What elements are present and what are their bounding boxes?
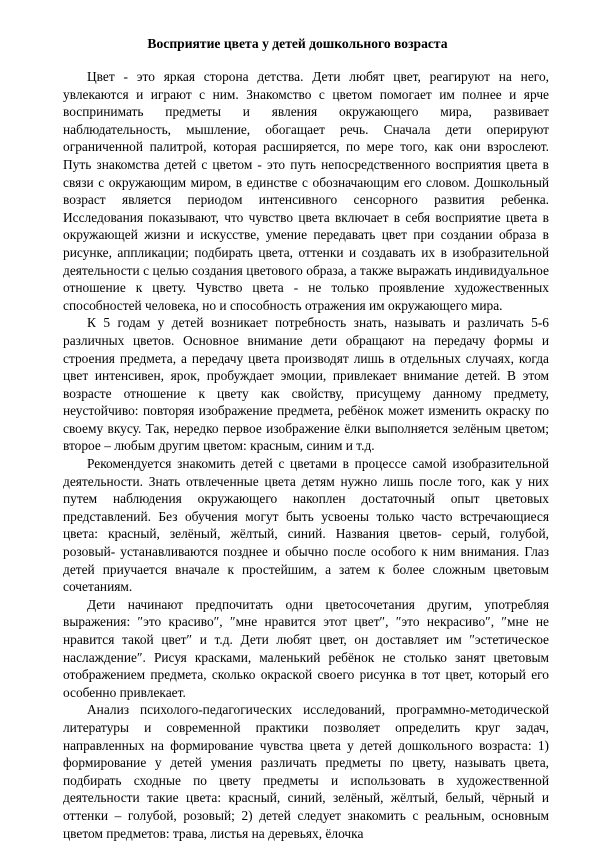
paragraph-1: Цвет - это яркая сторона детства. Дети любят цвет, реагируют на него, увлекаются и играют с ним. Знакомство с цветом помогает им полнее и ярче воспринимать предметы и явления окружающего мира, развивает наблюдательность, мышление, обогащает речь. Сначала дети оперируют ограниченной палитрой, которая расширяется, по мере того, как они взрослеют. Путь знакомства детей с цветом - это путь непосредственного восприятия цвета в связи с окружающим миром, в единстве с обозначающим его словом. Дошкольный возраст является периодом интенсивного сенсорного развития ребенка. Исследования показывают, что чувство цвета включает в себя восприятие цвета в окружающей жизни и искусстве, умение передавать цвет при создании образа в рисунке, аппликации; подбирать цвета, оттенки и создавать их в изобразительной деятельности с целью создания цветового образа, а также выражать индивидуальное отношение к цвету. Чувство цвета - не только проявление художественных способностей человека, но и способность отражения им окружающего мира.: [63, 69, 549, 313]
paragraph-4: Дети начинают предпочитать одни цветосочетания другим, употребляя выражения: ″это красиво″, ″мне нравится этот цвет″, ″это некрасиво″, ″мне не нравится такой цвет″ и т.д. Дети любят цвет, он доставляет им ″эстетическое наслаждение″. Рисуя красками, маленький ребёнок не столько занят цветовым отображением предмета, сколько окраской своего рисунка в тот цвет, который его особенно привлекает.: [63, 596, 549, 700]
paragraph-5: Анализ психолого-педагогических исследований, программно-методической литературы и современной практики позволяет определить круг задач, направленных на формирование чувства цвета у детей дошкольного возраста: 1) формирование у детей умения различать предметы по цвету, называть цвета, подбирать сходные по цвету предметы и использовать в художественной деятельности такие цвета: красный, синий, зелёный, жёлтый, белый, чёрный и оттенки – голубой, розовый; 2) детей следует знакомить с реальным, основным цветом предметов: трава, листья на деревьях, ёлочка: [63, 702, 549, 841]
paragraph-2: К 5 годам у детей возникает потребность знать, называть и различать 5-6 различных цветов. Основное внимание дети обращают на передачу формы и строения предмета, а передачу цвета производят лишь в отдельных случаях, когда цвет интенсивен, ярок, пробуждает эмоции, привлекает внимание детей. В этом возрасте отношение к цвету как свойству, присущему данному предмету, неустойчиво: повторяя изображение предмета, ребёнок может изменить окраску по своему вкусу. Так, нередко первое изображение ёлки выполняется зелёным цветом; второе – любым другим цветом: красным, синим и т.д.: [63, 315, 549, 454]
document-body: [63, 68, 549, 842]
document-title: Восприятие цвета у детей дошкольного возраста: [147, 36, 448, 51]
paragraph-3: Рекомендуется знакомить детей с цветами в процессе самой изобразительной деятельности. Знать отвлеченные цвета детям нужно лишь после того, как у них путем наблюдения окружающего накоплен достаточный опыт цветовых представлений. Без обучения могут быть усвоены только часто встречающиеся цвета: красный, зелёный, жёлтый, синий. Названия цветов- серый, голубой, розовый- устанавливаются позднее и обычно после особого к ним внимания. Глаз детей приучается вначале к простейшим, а затем к более сложным цветовым сочетаниям.: [63, 456, 549, 595]
